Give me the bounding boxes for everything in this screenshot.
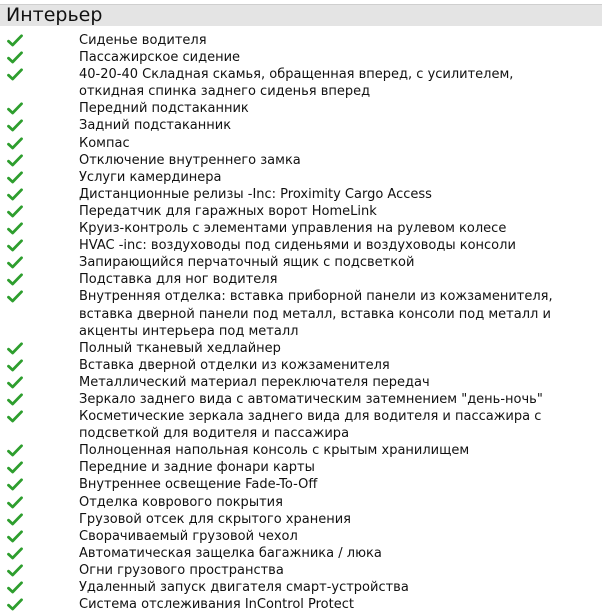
feature-list-item	[0, 152, 609, 169]
feature-text: Металлический материал переключателя передач	[79, 374, 430, 390]
feature-text: Косметические зеркала заднего вида для водителя и пассажира с подсветкой для водителя и пассажира	[79, 409, 542, 442]
feature-text: 40-20-40 Складная скамья, обращенная вперед, с усилителем, откидная спинка заднего сиденья вперед	[79, 67, 514, 100]
feature-list-item	[0, 220, 609, 237]
feature-list	[0, 32, 609, 613]
check-icon	[7, 188, 23, 201]
feature-list-item	[0, 100, 609, 117]
feature-list-item	[0, 254, 609, 271]
feature-list-item	[0, 459, 609, 476]
feature-list-item	[0, 237, 609, 254]
check-icon	[7, 256, 23, 269]
feature-text: Внутренняя отделка: вставка приборной панели из кожзаменителя, вставка дверной панели под металл, вставка консоли под металл и акценты интерьера под металл	[79, 289, 553, 339]
feature-text: Полноценная напольная консоль с крытым хранилищем	[79, 443, 470, 459]
feature-text: Сиденье водителя	[79, 33, 207, 48]
check-icon	[7, 171, 23, 184]
feature-list-item	[0, 579, 609, 596]
check-icon	[7, 290, 23, 303]
check-icon	[7, 34, 23, 47]
feature-text: Зеркало заднего вида с автоматическим затемнением "день-ночь"	[79, 391, 543, 407]
feature-text: Круиз-контроль с элементами управления на рулевом колесе	[79, 221, 507, 237]
feature-text: Отделка коврового покрытия	[79, 494, 283, 510]
check-icon	[7, 478, 23, 491]
check-icon	[7, 154, 23, 167]
feature-list-item	[0, 494, 609, 511]
feature-text: Грузовой отсек для скрытого хранения	[79, 511, 351, 527]
check-icon	[7, 222, 23, 235]
check-icon	[7, 393, 23, 406]
feature-text: Система отслеживания InControl Protect	[79, 597, 354, 613]
feature-text: Запирающийся перчаточный ящик с подсветкой	[79, 255, 415, 271]
check-icon	[7, 205, 23, 218]
check-icon	[7, 239, 23, 252]
feature-list-item	[0, 169, 609, 186]
feature-text: Задний подстаканник	[79, 118, 232, 134]
check-icon	[7, 564, 23, 577]
feature-list-item	[0, 49, 609, 66]
feature-text: Сворачиваемый грузовой чехол	[79, 528, 298, 544]
feature-text: Вставка дверной отделки из кожзаменителя	[79, 357, 390, 373]
feature-text: Полный тканевый хедлайнер	[79, 340, 281, 356]
feature-list-item	[0, 408, 609, 442]
feature-text: Передний подстаканник	[79, 101, 249, 117]
feature-list-item	[0, 186, 609, 203]
feature-list-item	[0, 357, 609, 374]
feature-text: HVAC -inc: воздуховоды под сиденьями и воздуховоды консоли	[79, 238, 516, 254]
check-icon	[7, 273, 23, 286]
check-icon	[7, 137, 23, 150]
feature-text: Передние и задние фонари карты	[79, 460, 315, 476]
check-icon	[7, 410, 23, 423]
feature-list-item	[0, 340, 609, 357]
feature-list-item	[0, 562, 609, 579]
feature-text: Подставка для ног водителя	[79, 272, 278, 288]
feature-text: Услуги камердинера	[79, 169, 222, 185]
check-icon	[7, 496, 23, 509]
check-icon	[7, 581, 23, 594]
feature-list-item	[0, 271, 609, 288]
feature-text: Огни грузового пространства	[79, 562, 284, 578]
feature-list-item	[0, 442, 609, 459]
feature-list-item	[0, 288, 609, 339]
feature-text: Отключение внутреннего замка	[79, 152, 301, 168]
feature-text: Компас	[79, 135, 130, 151]
feature-list-item	[0, 545, 609, 562]
feature-text: Передатчик для гаражных ворот HomeLink	[79, 203, 377, 219]
section-header	[0, 4, 602, 26]
feature-text: Внутреннее освещение Fade-To-Off	[79, 477, 318, 493]
feature-list-item	[0, 374, 609, 391]
check-icon	[7, 547, 23, 560]
feature-text: Дистанционные релизы -Inc: Proximity Cargo Access	[79, 186, 432, 202]
check-icon	[7, 461, 23, 474]
feature-list-item	[0, 135, 609, 152]
check-icon	[7, 513, 23, 526]
check-icon	[7, 51, 23, 64]
feature-list-item	[0, 511, 609, 528]
feature-list-item	[0, 66, 609, 100]
feature-text: Удаленный запуск двигателя смарт-устройства	[79, 580, 409, 595]
check-icon	[7, 530, 23, 543]
feature-text: Автоматическая защелка багажника / люка	[79, 545, 382, 561]
check-icon	[7, 119, 23, 132]
feature-list-item	[0, 476, 609, 493]
check-icon	[7, 359, 23, 372]
feature-list-item	[0, 596, 609, 613]
feature-list-item	[0, 391, 609, 408]
feature-list-item	[0, 32, 609, 49]
check-icon	[7, 444, 23, 457]
check-icon	[7, 376, 23, 389]
feature-list-item	[0, 117, 609, 134]
check-icon	[7, 68, 23, 81]
feature-list-item	[0, 203, 609, 220]
section-title: Интерьер	[6, 4, 103, 26]
check-icon	[7, 102, 23, 115]
feature-list-item	[0, 528, 609, 545]
feature-text: Пассажирское сидение	[79, 50, 241, 66]
check-icon	[7, 598, 23, 611]
check-icon	[7, 342, 23, 355]
